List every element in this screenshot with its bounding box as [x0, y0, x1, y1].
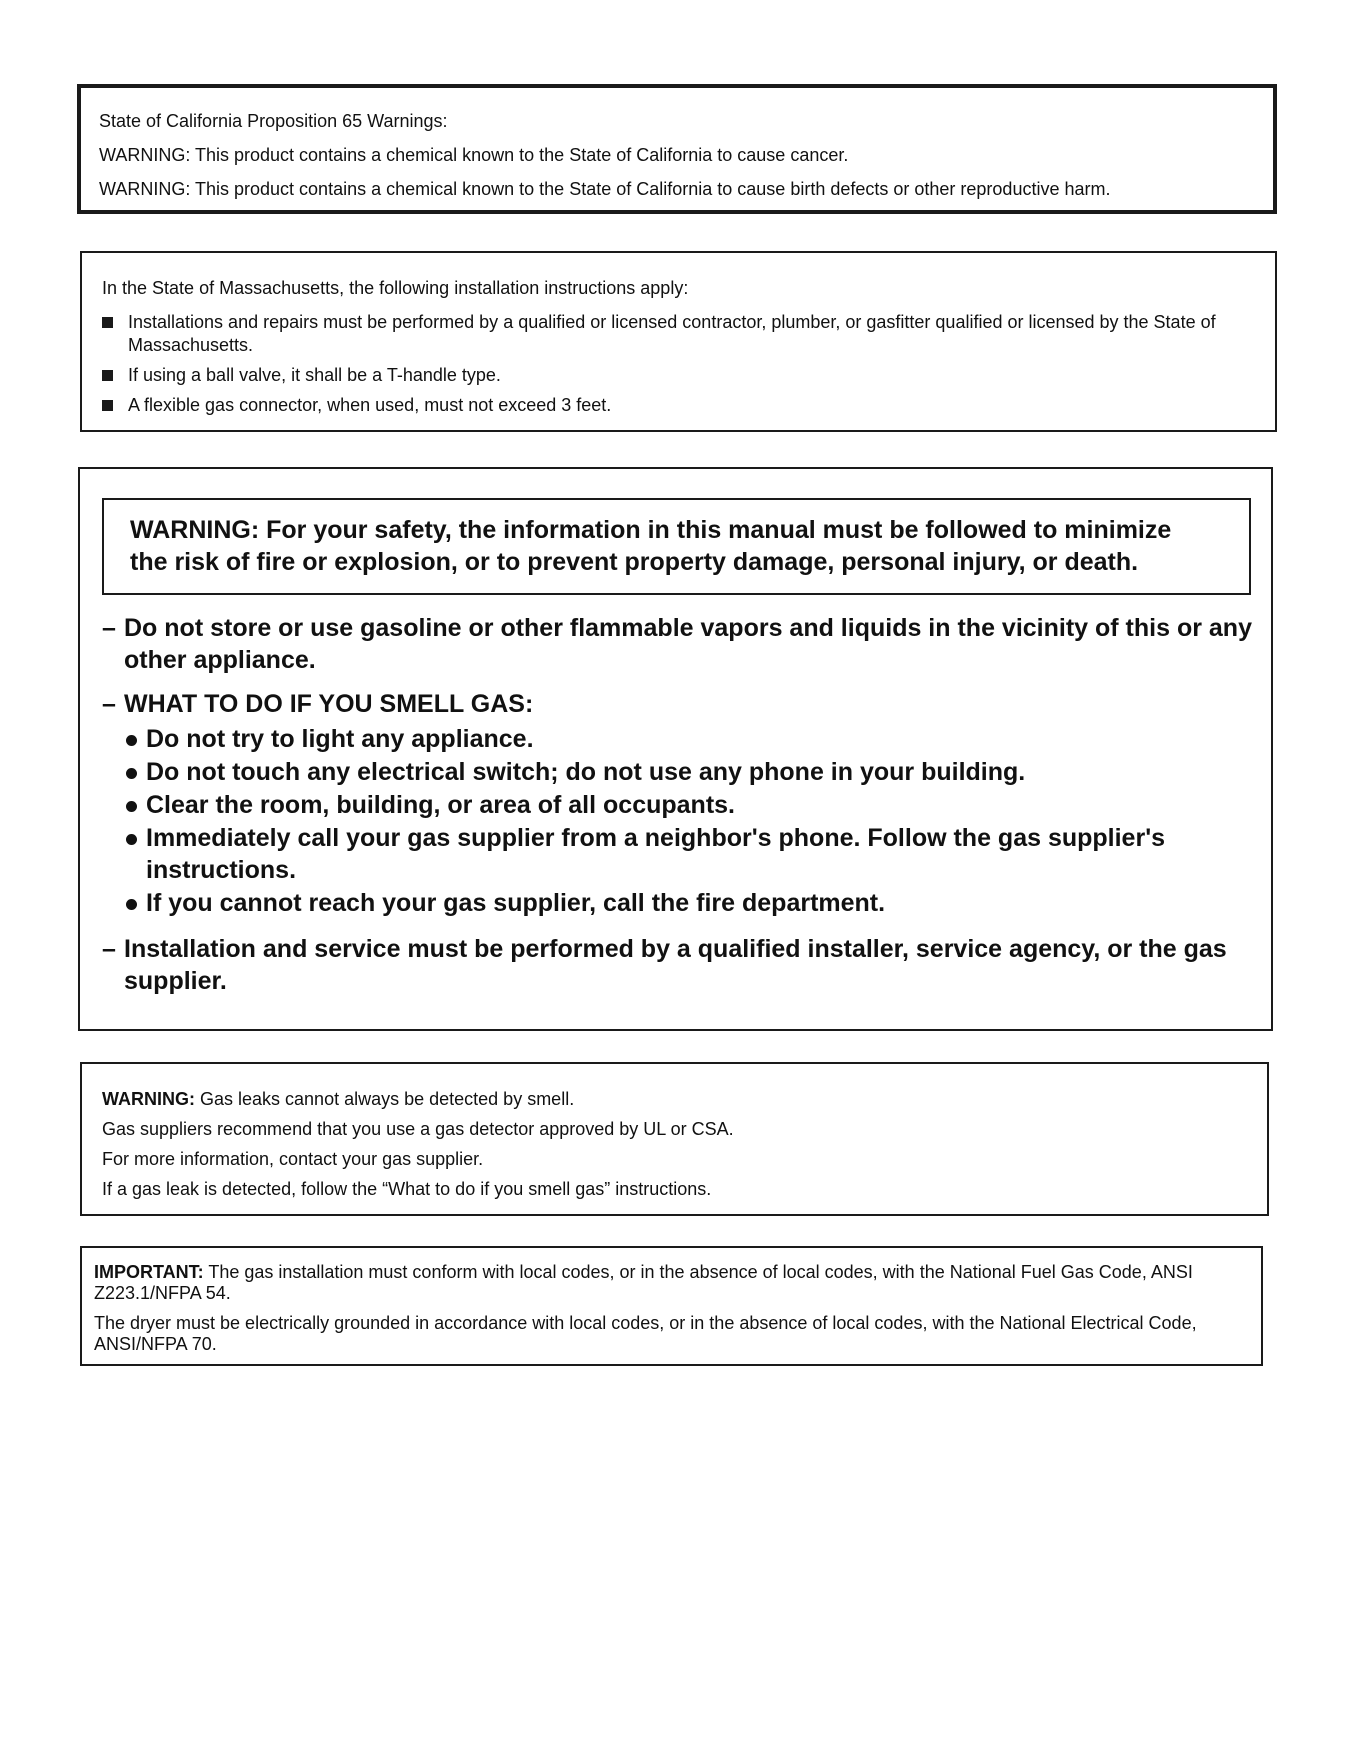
gas-safety-list — [102, 612, 1252, 997]
smell-gas-heading — [102, 688, 1252, 720]
qualified-installer-text: Installation and service must be performed by a qualified installer, service agency, or the gas supplier. — [124, 935, 1227, 995]
list-item — [102, 394, 1255, 417]
list-item — [102, 756, 1252, 788]
round-bullet-icon — [126, 768, 137, 779]
prop65-heading: State of California Proposition 65 Warnings: — [99, 111, 448, 131]
list-item-text: Installations and repairs must be performed by a qualified or licensed contractor, plumber, or gasfitter qualified or licensed by the State of Massachusetts. — [128, 312, 1216, 355]
gas-leak-line3: For more information, contact your gas supplier. — [102, 1149, 484, 1169]
prop65-reproductive-warning: WARNING: This product contains a chemical known to the State of California to cause birth defects or other reproductive harm. — [99, 179, 1111, 199]
massachusetts-instructions-box — [80, 251, 1277, 432]
list-item — [102, 364, 1255, 387]
important-gas-code — [94, 1262, 1249, 1304]
list-item-text: A flexible gas connector, when used, must not exceed 3 feet. — [128, 395, 612, 415]
massachusetts-intro: In the State of Massachusetts, the following installation instructions apply: — [102, 278, 689, 298]
important-notice-box — [80, 1246, 1263, 1366]
warning-label: WARNING: — [102, 1089, 195, 1109]
safety-warning-title-line1: WARNING: For your safety, the information in this manual must be followed to minimize — [130, 516, 1172, 544]
list-item — [102, 311, 1255, 357]
list-item-text: If you cannot reach your gas supplier, call the fire department. — [146, 889, 886, 917]
prop65-cancer-warning: WARNING: This product contains a chemical known to the State of California to cause cancer. — [99, 145, 849, 165]
list-item-text: Clear the room, building, or area of all occupants. — [146, 791, 735, 819]
dash-bullet-icon: – — [102, 614, 116, 642]
important-electrical-code: The dryer must be electrically grounded in accordance with local codes, or in the absence of local codes, with the National Electrical Code, ANSI/NFPA 70. — [94, 1313, 1197, 1354]
prop65-warning-box — [77, 84, 1277, 214]
round-bullet-icon — [126, 834, 137, 845]
list-item-text: Do not touch any electrical switch; do not use any phone in your building. — [146, 758, 1026, 786]
round-bullet-icon — [126, 899, 137, 910]
flammable-vapors-warning — [102, 612, 1252, 676]
gas-leak-line4: If a gas leak is detected, follow the “What to do if you smell gas” instructions. — [102, 1179, 712, 1199]
safety-warning-title-box — [102, 498, 1251, 595]
list-item — [102, 789, 1252, 821]
qualified-installer-warning — [102, 933, 1252, 997]
important-label: IMPORTANT: — [94, 1262, 204, 1282]
dash-bullet-icon: – — [102, 690, 116, 718]
smell-gas-heading-text: WHAT TO DO IF YOU SMELL GAS: — [124, 690, 534, 718]
list-item — [102, 723, 1252, 755]
dash-bullet-icon: – — [102, 935, 116, 963]
round-bullet-icon — [126, 801, 137, 812]
square-bullet-icon — [102, 400, 113, 411]
gas-leak-line1-text: Gas leaks cannot always be detected by smell. — [195, 1089, 575, 1109]
gas-leak-line2: Gas suppliers recommend that you use a gas detector approved by UL or CSA. — [102, 1119, 734, 1139]
list-item — [102, 887, 1252, 919]
list-item — [102, 822, 1252, 886]
square-bullet-icon — [102, 317, 113, 328]
list-item-text: Do not try to light any appliance. — [146, 725, 534, 753]
gas-leak-warning-box — [80, 1062, 1269, 1216]
safety-warning-title-line2: the risk of fire or explosion, or to prevent property damage, personal injury, or death. — [130, 548, 1139, 576]
flammable-vapors-text: Do not store or use gasoline or other flammable vapors and liquids in the vicinity of this or any other appliance. — [124, 614, 1252, 674]
square-bullet-icon — [102, 370, 113, 381]
gas-leak-line1 — [102, 1084, 1247, 1114]
important-gas-code-text: The gas installation must conform with local codes, or in the absence of local codes, with the National Fuel Gas Code, ANSI Z223.1/NFPA 54. — [94, 1262, 1193, 1303]
round-bullet-icon — [126, 735, 137, 746]
gas-safety-warning-box — [78, 467, 1273, 1031]
list-item-text: If using a ball valve, it shall be a T-handle type. — [128, 365, 501, 385]
list-item-text: Immediately call your gas supplier from a neighbor's phone. Follow the gas supplier's instructions. — [146, 824, 1166, 884]
